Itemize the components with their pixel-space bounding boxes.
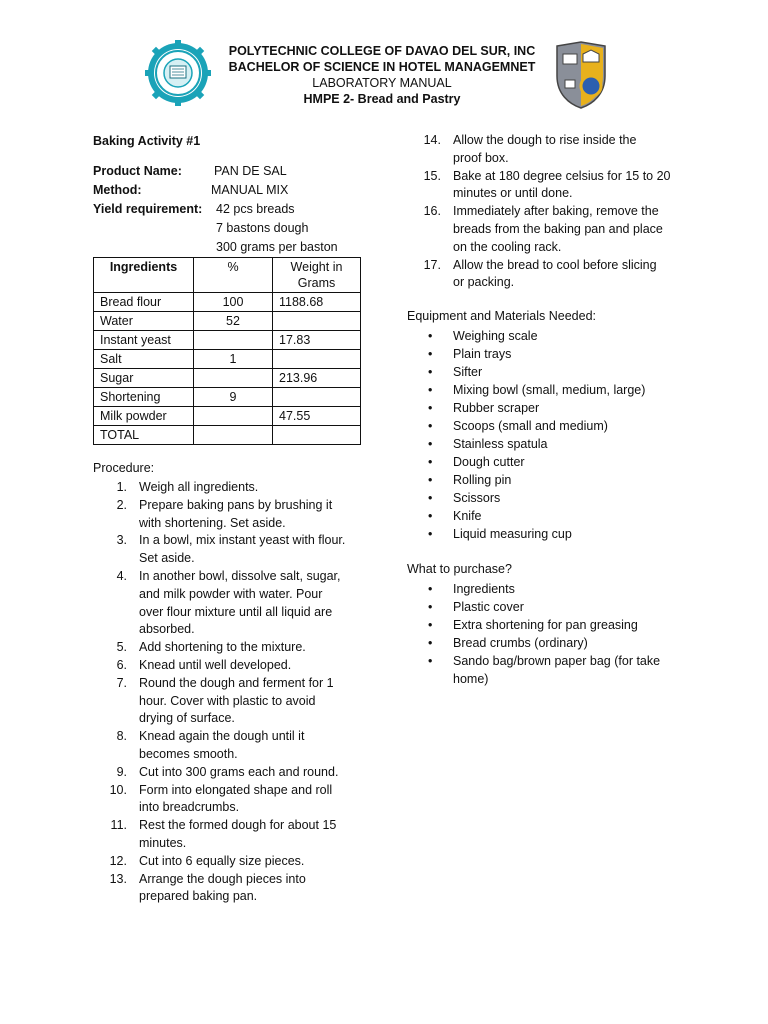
step-number: 15. xyxy=(423,168,441,183)
weight-cell xyxy=(273,350,361,369)
bullet-icon: • xyxy=(428,419,433,433)
list-item-text: Rubber scraper xyxy=(453,401,540,415)
yield-value-2: 7 bastons dough xyxy=(216,221,309,235)
equipment-item xyxy=(407,489,697,507)
step-text: hour. Cover with plastic to avoid xyxy=(139,693,316,708)
list-item-text: Rolling pin xyxy=(453,473,512,487)
procedure-step xyxy=(93,675,368,728)
procedure-step xyxy=(93,532,368,568)
product-info xyxy=(93,162,338,257)
step-number: 3. xyxy=(116,533,127,548)
step-text: Set aside. xyxy=(139,551,195,566)
ingredient-cell: Sugar xyxy=(94,369,194,388)
step-text: drying of surface. xyxy=(139,711,235,726)
table-row xyxy=(94,426,361,445)
equipment-item xyxy=(407,327,697,345)
ingredients-table xyxy=(93,257,361,445)
bullet-icon: • xyxy=(428,401,433,415)
bullet-icon: • xyxy=(428,582,433,596)
weight-cell xyxy=(273,312,361,331)
procedure-step xyxy=(93,497,368,533)
step-text: minutes. xyxy=(139,835,187,850)
list-item-text: home) xyxy=(453,672,489,686)
bullet-icon: • xyxy=(428,365,433,379)
equipment-item xyxy=(407,507,697,525)
bullet-icon: • xyxy=(428,437,433,451)
step-number: 13. xyxy=(109,871,127,886)
table-row xyxy=(94,350,361,369)
weight-cell xyxy=(273,388,361,407)
step-text: breads from the baking pan and place xyxy=(453,221,663,236)
procedure-step xyxy=(407,257,682,293)
step-text: Form into elongated shape and roll xyxy=(139,782,333,797)
procedure-step xyxy=(407,132,682,168)
equipment-item xyxy=(407,453,697,471)
table-row xyxy=(94,388,361,407)
step-number: 5. xyxy=(116,640,127,655)
list-item-text: Extra shortening for pan greasing xyxy=(453,618,638,632)
equipment-item xyxy=(407,435,697,453)
ingredient-cell: Shortening xyxy=(94,388,194,407)
method-label: Method: xyxy=(93,183,142,197)
header-percent: % xyxy=(194,258,273,293)
equipment-item xyxy=(407,417,697,435)
procedure-step xyxy=(93,782,368,818)
yield-value-1: 42 pcs breads xyxy=(216,202,295,216)
step-text: over flour mixture until all liquid are xyxy=(139,604,333,619)
weight-cell: 1188.68 xyxy=(273,293,361,312)
bullet-icon: • xyxy=(428,654,433,668)
step-text: Weigh all ingredients. xyxy=(139,480,259,494)
bullet-icon: • xyxy=(428,329,433,343)
header-weight: Weight in Grams xyxy=(273,258,361,293)
yield-row xyxy=(93,200,295,219)
bullet-icon: • xyxy=(428,509,433,523)
table-row xyxy=(94,293,361,312)
course-title: HMPE 2- Bread and Pastry xyxy=(303,92,461,106)
percent-cell xyxy=(194,369,273,388)
college-seal-icon xyxy=(145,40,211,106)
list-item-text: Scissors xyxy=(453,491,501,505)
yield-label: Yield requirement: xyxy=(93,202,203,216)
weight-cell: 213.96 xyxy=(273,369,361,388)
ingredient-cell: Water xyxy=(94,312,194,331)
procedure-title: Procedure: xyxy=(93,461,155,475)
weight-cell xyxy=(273,426,361,445)
percent-cell xyxy=(194,407,273,426)
percent-cell xyxy=(194,331,273,350)
list-item-text: Plastic cover xyxy=(453,600,524,614)
purchase-item xyxy=(407,598,697,616)
procedure-step xyxy=(93,817,368,853)
step-text: Prepare baking pans by brushing it xyxy=(139,497,333,512)
bullet-icon: • xyxy=(428,618,433,632)
procedure-step xyxy=(407,203,682,256)
product-name-row xyxy=(93,162,287,181)
activity-title: Baking Activity #1 xyxy=(93,134,201,148)
bullet-icon: • xyxy=(428,491,433,505)
step-number: 1. xyxy=(116,480,127,494)
step-text: Round the dough and ferment for 1 xyxy=(139,675,334,690)
product-label: Product Name: xyxy=(93,164,182,178)
list-item-text: Scoops (small and medium) xyxy=(453,419,608,433)
ingredient-cell: Bread flour xyxy=(94,293,194,312)
step-number: 14. xyxy=(423,133,441,147)
percent-cell: 100 xyxy=(194,293,273,312)
step-number: 17. xyxy=(423,257,441,272)
step-text: with shortening. Set aside. xyxy=(139,515,286,530)
step-text: Cut into 300 grams each and round. xyxy=(139,764,339,779)
step-text: Bake at 180 degree celsius for 15 to 20 xyxy=(453,168,671,183)
bullet-icon: • xyxy=(428,636,433,650)
list-item-text: Ingredients xyxy=(453,582,515,596)
ingredient-cell: TOTAL xyxy=(94,426,194,445)
manual-title: LABORATORY MANUAL xyxy=(312,76,452,90)
table-row xyxy=(94,331,361,350)
purchase-item xyxy=(407,652,697,688)
bullet-icon: • xyxy=(428,473,433,487)
step-text: proof box. xyxy=(453,150,509,165)
percent-cell xyxy=(194,426,273,445)
step-text: into breadcrumbs. xyxy=(139,800,240,815)
bullet-icon: • xyxy=(428,600,433,614)
method-value: MANUAL MIX xyxy=(211,183,289,197)
weight-cell: 17.83 xyxy=(273,331,361,350)
ingredient-cell: Milk powder xyxy=(94,407,194,426)
step-text: Knead until well developed. xyxy=(139,657,292,672)
bullet-icon: • xyxy=(428,383,433,397)
list-item-text: Knife xyxy=(453,509,482,523)
yield-row-2 xyxy=(93,219,309,238)
procedure-step xyxy=(93,871,368,907)
procedure-step xyxy=(407,168,682,204)
list-item-text: Sando bag/brown paper bag (for take xyxy=(453,654,661,668)
step-number: 10. xyxy=(109,782,127,797)
equipment-item xyxy=(407,363,697,381)
procedure-step xyxy=(93,657,368,675)
step-text: In a bowl, mix instant yeast with flour. xyxy=(139,533,346,548)
step-text: prepared baking pan. xyxy=(139,889,258,904)
table-row xyxy=(94,369,361,388)
ingredient-cell: Salt xyxy=(94,350,194,369)
list-item-text: Sifter xyxy=(453,365,483,379)
product-value: PAN DE SAL xyxy=(214,164,287,178)
equipment-item xyxy=(407,345,697,363)
purchase-item xyxy=(407,634,697,652)
weight-cell: 47.55 xyxy=(273,407,361,426)
step-number: 16. xyxy=(423,204,441,219)
equipment-item xyxy=(407,399,697,417)
step-text: Add shortening to the mixture. xyxy=(139,640,306,655)
hotel-management-crest-icon xyxy=(553,40,609,110)
procedure-step xyxy=(93,764,368,782)
step-text: minutes or until done. xyxy=(453,186,573,201)
step-text: becomes smooth. xyxy=(139,746,238,761)
yield-row-3 xyxy=(93,238,338,257)
procedure-list-continued xyxy=(407,132,682,292)
step-number: 9. xyxy=(116,764,127,779)
document-header xyxy=(215,43,549,107)
equipment-title: Equipment and Materials Needed: xyxy=(407,309,597,323)
step-text: Knead again the dough until it xyxy=(139,729,305,744)
method-row xyxy=(93,181,289,200)
step-text: on the cooling rack. xyxy=(453,239,562,254)
purchase-item xyxy=(407,580,697,598)
equipment-item xyxy=(407,381,697,399)
list-item-text: Plain trays xyxy=(453,347,512,361)
procedure-step xyxy=(93,568,368,639)
step-text: Rest the formed dough for about 15 xyxy=(139,818,337,833)
equipment-item xyxy=(407,471,697,489)
step-text: Allow the dough to rise inside the xyxy=(453,133,637,147)
purchase-item xyxy=(407,616,697,634)
step-number: 11. xyxy=(110,818,127,833)
list-item-text: Stainless spatula xyxy=(453,437,548,451)
step-text: or packing. xyxy=(453,275,515,290)
step-number: 2. xyxy=(116,497,127,512)
yield-value-3: 300 grams per baston xyxy=(216,240,338,254)
list-item-text: Liquid measuring cup xyxy=(453,527,572,541)
procedure-list xyxy=(93,479,368,906)
step-text: In another bowl, dissolve salt, sugar, xyxy=(139,568,341,583)
program-name: BACHELOR OF SCIENCE IN HOTEL MANAGEMNET xyxy=(228,60,536,74)
list-item-text: Dough cutter xyxy=(453,455,525,469)
percent-cell: 1 xyxy=(194,350,273,369)
bullet-icon: • xyxy=(428,455,433,469)
procedure-step xyxy=(93,479,368,497)
procedure-step xyxy=(93,639,368,657)
list-item-text: Weighing scale xyxy=(453,329,538,343)
table-row xyxy=(94,312,361,331)
percent-cell: 9 xyxy=(194,388,273,407)
step-text: Arrange the dough pieces into xyxy=(139,871,306,886)
purchase-list xyxy=(407,580,697,688)
procedure-step xyxy=(93,853,368,871)
step-number: 12. xyxy=(109,853,127,868)
equipment-item xyxy=(407,525,697,543)
bullet-icon: • xyxy=(428,347,433,361)
step-text: absorbed. xyxy=(139,622,195,637)
step-text: Cut into 6 equally size pieces. xyxy=(139,853,305,868)
table-row xyxy=(94,407,361,426)
college-name: POLYTECHNIC COLLEGE OF DAVAO DEL SUR, INC xyxy=(228,44,536,58)
equipment-list xyxy=(407,327,697,543)
procedure-step xyxy=(93,728,368,764)
step-number: 4. xyxy=(116,568,127,583)
step-text: and milk powder with water. Pour xyxy=(139,586,323,601)
step-text: Allow the bread to cool before slicing xyxy=(453,257,657,272)
bullet-icon: • xyxy=(428,527,433,541)
header-ingredients: Ingredients xyxy=(94,258,194,293)
list-item-text: Mixing bowl (small, medium, large) xyxy=(453,383,646,397)
step-text: Immediately after baking, remove the xyxy=(453,204,659,219)
step-number: 7. xyxy=(116,675,127,690)
list-item-text: Bread crumbs (ordinary) xyxy=(453,636,588,650)
table-header-row xyxy=(94,258,361,293)
step-number: 6. xyxy=(116,657,127,672)
step-number: 8. xyxy=(116,729,127,744)
purchase-title: What to purchase? xyxy=(407,562,512,576)
percent-cell: 52 xyxy=(194,312,273,331)
ingredient-cell: Instant yeast xyxy=(94,331,194,350)
